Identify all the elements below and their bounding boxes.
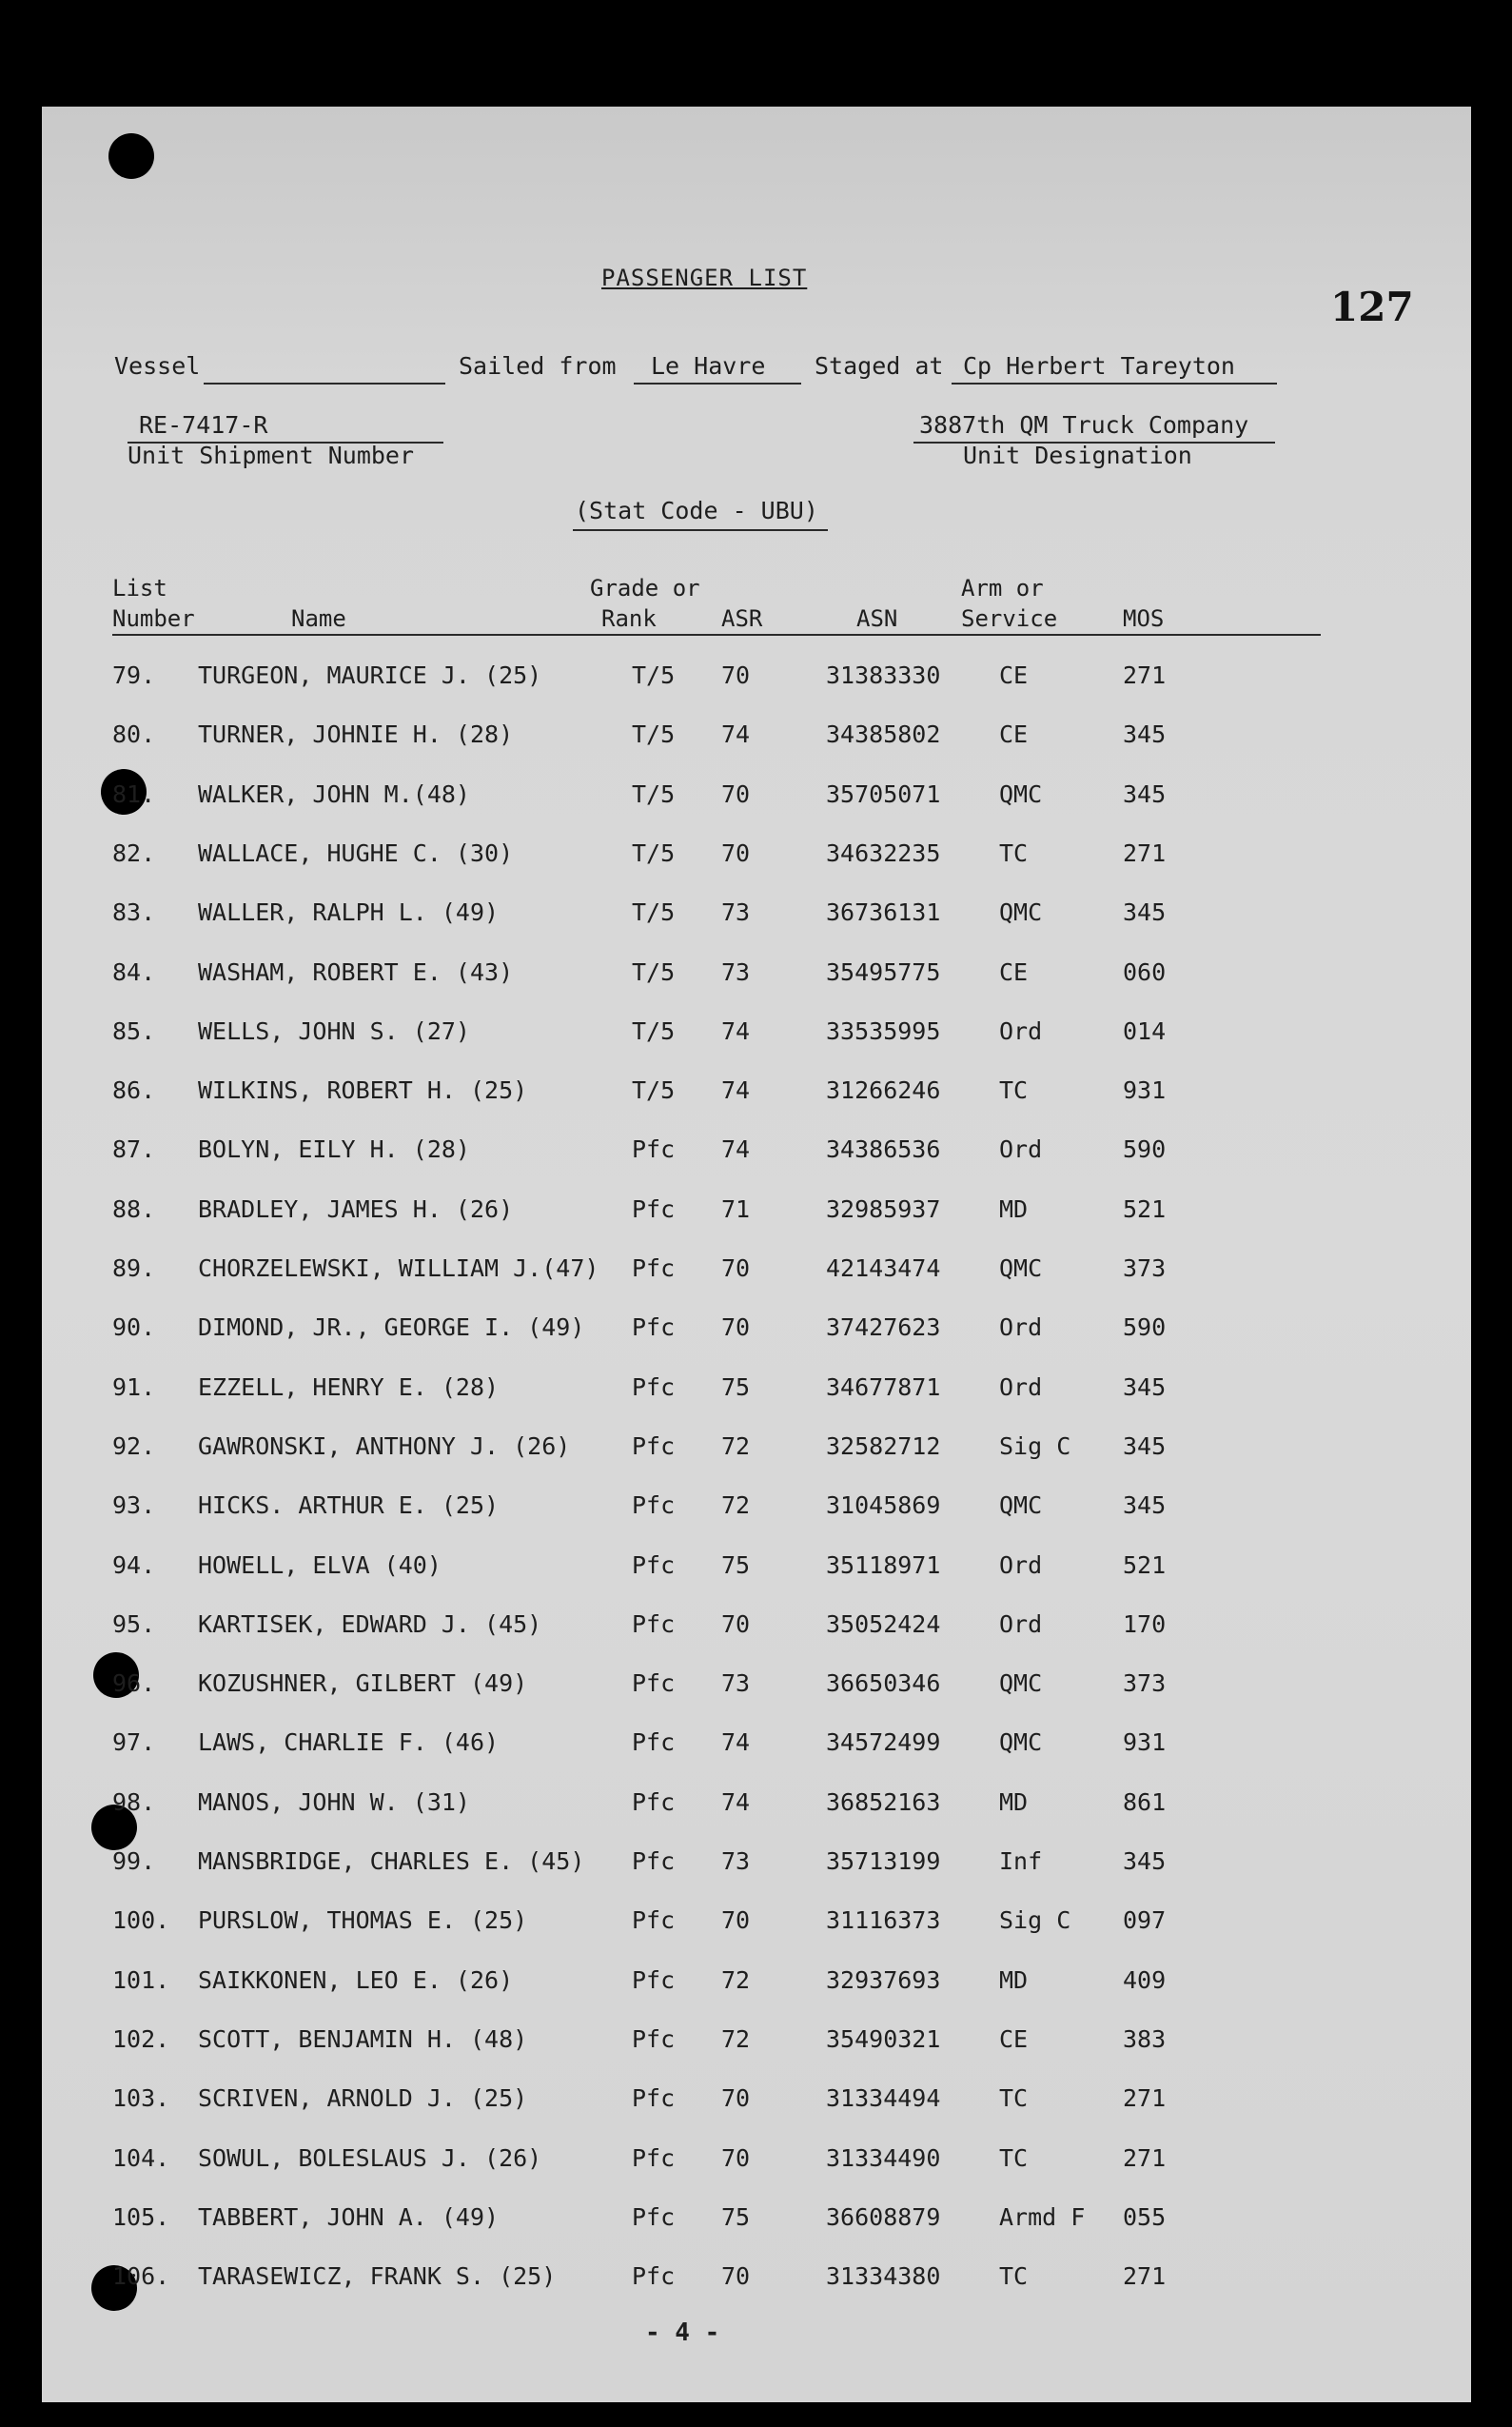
mos-cell: 373	[1123, 1669, 1167, 1698]
list-number-cell: 90.	[112, 1313, 156, 1342]
page-marker: - 4 -	[645, 2318, 720, 2347]
table-row	[0, 1788, 1512, 1826]
passenger-name-cell: WASHAM, ROBERT E. (43)	[198, 957, 514, 986]
asn-cell: 32985937	[826, 1194, 941, 1223]
table-row	[0, 2262, 1512, 2300]
mos-cell: 931	[1123, 1728, 1167, 1757]
mos-cell: 345	[1123, 1372, 1167, 1401]
col-asr: ASR	[721, 605, 763, 632]
sailed-from-label: Sailed from	[459, 352, 617, 380]
grade-cell: T/5	[632, 957, 676, 986]
grade-cell: T/5	[632, 1076, 676, 1105]
table-row	[0, 1076, 1512, 1115]
asr-cell: 72	[721, 1965, 751, 1994]
stat-code: (Stat Code - UBU)	[575, 497, 818, 524]
mos-cell: 170	[1123, 1609, 1167, 1638]
list-number-cell: 85.	[112, 1016, 156, 1045]
unit-designation-value: 3887th QM Truck Company	[919, 411, 1249, 439]
table-row	[0, 1195, 1512, 1233]
arm-service-cell: TC	[999, 839, 1029, 867]
grade-cell: Pfc	[632, 1431, 676, 1460]
arm-service-cell: CE	[999, 661, 1029, 689]
asr-cell: 74	[721, 1728, 751, 1757]
asn-cell: 31116373	[826, 1906, 941, 1935]
mos-cell: 014	[1123, 1016, 1167, 1045]
grade-cell: Pfc	[632, 2084, 676, 2113]
page-number: 127	[1330, 284, 1414, 330]
passenger-name-cell: SCOTT, BENJAMIN H. (48)	[198, 2024, 528, 2053]
mos-cell: 383	[1123, 2024, 1167, 2053]
mos-cell: 345	[1123, 1431, 1167, 1460]
mos-cell: 271	[1123, 661, 1167, 689]
grade-cell: Pfc	[632, 1550, 676, 1579]
list-number-cell: 95.	[112, 1609, 156, 1638]
arm-service-cell: CE	[999, 957, 1029, 986]
list-number-cell: 91.	[112, 1372, 156, 1401]
arm-service-cell: Sig C	[999, 1431, 1071, 1460]
table-row	[0, 1313, 1512, 1352]
asr-cell: 74	[721, 1787, 751, 1816]
table-row	[0, 720, 1512, 759]
asn-cell: 36736131	[826, 898, 941, 927]
mos-cell: 271	[1123, 2143, 1167, 2172]
arm-service-cell: QMC	[999, 1728, 1043, 1757]
list-number-cell: 103.	[112, 2084, 170, 2113]
mos-cell: 055	[1123, 2202, 1167, 2231]
asr-cell: 70	[721, 839, 751, 867]
passenger-name-cell: CHORZELEWSKI, WILLIAM J.(47)	[198, 1254, 599, 1282]
col-mos: MOS	[1123, 605, 1165, 632]
asr-cell: 72	[721, 1431, 751, 1460]
asn-cell: 32582712	[826, 1431, 941, 1460]
asr-cell: 70	[721, 1313, 751, 1342]
arm-service-cell: TC	[999, 2084, 1029, 2113]
col-asn: ASN	[856, 605, 898, 632]
arm-service-cell: Armd F	[999, 2202, 1086, 2231]
list-number-cell: 92.	[112, 1431, 156, 1460]
table-row	[0, 1432, 1512, 1470]
table-row	[0, 2203, 1512, 2241]
mos-cell: 521	[1123, 1194, 1167, 1223]
asn-cell: 36608879	[826, 2202, 941, 2231]
mos-cell: 345	[1123, 1847, 1167, 1875]
list-number-cell: 96.	[112, 1669, 156, 1698]
grade-cell: T/5	[632, 720, 676, 749]
passenger-name-cell: HOWELL, ELVA (40)	[198, 1550, 442, 1579]
passenger-name-cell: KOZUSHNER, GILBERT (49)	[198, 1669, 528, 1698]
table-row	[0, 780, 1512, 819]
table-row	[0, 1966, 1512, 2004]
mos-cell: 060	[1123, 957, 1167, 986]
grade-cell: Pfc	[632, 1906, 676, 1935]
table-row	[0, 1610, 1512, 1648]
table-row	[0, 1906, 1512, 1944]
stat-code-underline	[573, 529, 828, 531]
arm-service-cell: TC	[999, 2262, 1029, 2291]
asn-cell: 34386536	[826, 1135, 941, 1164]
table-row	[0, 958, 1512, 996]
asr-cell: 71	[721, 1194, 751, 1223]
arm-service-cell: Sig C	[999, 1906, 1071, 1935]
arm-service-cell: Ord	[999, 1135, 1043, 1164]
grade-cell: Pfc	[632, 1313, 676, 1342]
header-rule	[112, 634, 1321, 636]
passenger-name-cell: WALKER, JOHN M.(48)	[198, 779, 470, 808]
passenger-name-cell: EZZELL, HENRY E. (28)	[198, 1372, 500, 1401]
mos-cell: 861	[1123, 1787, 1167, 1816]
asn-cell: 35118971	[826, 1550, 941, 1579]
mos-cell: 590	[1123, 1135, 1167, 1164]
staged-at-label: Staged at	[815, 352, 944, 380]
col-arm-line2: Service	[961, 605, 1058, 632]
table-row	[0, 1135, 1512, 1174]
table-row	[0, 2084, 1512, 2122]
list-number-cell: 93.	[112, 1491, 156, 1520]
asn-cell: 35495775	[826, 957, 941, 986]
mos-cell: 345	[1123, 720, 1167, 749]
arm-service-cell: QMC	[999, 1491, 1043, 1520]
arm-service-cell: TC	[999, 1076, 1029, 1105]
staged-at-underline	[952, 383, 1277, 385]
mos-cell: 521	[1123, 1550, 1167, 1579]
asn-cell: 34677871	[826, 1372, 941, 1401]
grade-cell: Pfc	[632, 2202, 676, 2231]
arm-service-cell: QMC	[999, 898, 1043, 927]
asn-cell: 32937693	[826, 1965, 941, 1994]
asr-cell: 70	[721, 779, 751, 808]
list-number-cell: 79.	[112, 661, 156, 689]
arm-service-cell: Ord	[999, 1372, 1043, 1401]
mos-cell: 271	[1123, 2262, 1167, 2291]
col-arm-line1: Arm or	[961, 575, 1044, 602]
passenger-name-cell: PURSLOW, THOMAS E. (25)	[198, 1906, 528, 1935]
table-row	[0, 661, 1512, 700]
list-number-cell: 97.	[112, 1728, 156, 1757]
asn-cell: 36852163	[826, 1787, 941, 1816]
shipment-number-label: Unit Shipment Number	[128, 442, 415, 469]
table-row	[0, 1373, 1512, 1411]
asn-cell: 33535995	[826, 1016, 941, 1045]
grade-cell: T/5	[632, 1016, 676, 1045]
staged-at-value: Cp Herbert Tareyton	[963, 352, 1235, 380]
mos-cell: 931	[1123, 1076, 1167, 1105]
grade-cell: Pfc	[632, 1194, 676, 1223]
list-number-cell: 88.	[112, 1194, 156, 1223]
list-number-cell: 98.	[112, 1787, 156, 1816]
arm-service-cell: Ord	[999, 1313, 1043, 1342]
arm-service-cell: MD	[999, 1787, 1029, 1816]
passenger-name-cell: LAWS, CHARLIE F. (46)	[198, 1728, 500, 1757]
asr-cell: 74	[721, 1016, 751, 1045]
asr-cell: 73	[721, 1669, 751, 1698]
list-number-cell: 80.	[112, 720, 156, 749]
list-number-cell: 104.	[112, 2143, 170, 2172]
arm-service-cell: Inf	[999, 1847, 1043, 1875]
list-number-cell: 81.	[112, 779, 156, 808]
passenger-name-cell: MANSBRIDGE, CHARLES E. (45)	[198, 1847, 585, 1875]
arm-service-cell: TC	[999, 2143, 1029, 2172]
list-number-cell: 83.	[112, 898, 156, 927]
passenger-name-cell: SCRIVEN, ARNOLD J. (25)	[198, 2084, 528, 2113]
passenger-name-cell: DIMOND, JR., GEORGE I. (49)	[198, 1313, 585, 1342]
passenger-name-cell: HICKS. ARTHUR E. (25)	[198, 1491, 500, 1520]
sailed-from-value: Le Havre	[651, 352, 766, 380]
asr-cell: 70	[721, 2262, 751, 2291]
list-number-cell: 102.	[112, 2024, 170, 2053]
grade-cell: Pfc	[632, 1847, 676, 1875]
asn-cell: 31045869	[826, 1491, 941, 1520]
table-row	[0, 839, 1512, 878]
grade-cell: Pfc	[632, 1135, 676, 1164]
col-list-number-line2: Number	[112, 605, 195, 632]
arm-service-cell: QMC	[999, 779, 1043, 808]
mos-cell: 345	[1123, 898, 1167, 927]
col-grade-line2: Rank	[601, 605, 657, 632]
grade-cell: Pfc	[632, 1728, 676, 1757]
list-number-cell: 86.	[112, 1076, 156, 1105]
table-row	[0, 898, 1512, 937]
mos-cell: 271	[1123, 839, 1167, 867]
mos-cell: 271	[1123, 2084, 1167, 2113]
passenger-name-cell: GAWRONSKI, ANTHONY J. (26)	[198, 1431, 571, 1460]
arm-service-cell: Ord	[999, 1609, 1043, 1638]
table-row	[0, 2144, 1512, 2182]
table-row	[0, 2025, 1512, 2063]
list-number-cell: 106.	[112, 2262, 170, 2291]
mos-cell: 373	[1123, 1254, 1167, 1282]
arm-service-cell: MD	[999, 1965, 1029, 1994]
asr-cell: 73	[721, 1847, 751, 1875]
asn-cell: 31334494	[826, 2084, 941, 2113]
list-number-cell: 99.	[112, 1847, 156, 1875]
col-list-number-line1: List	[112, 575, 167, 602]
sailed-from-underline	[634, 383, 801, 385]
asr-cell: 73	[721, 957, 751, 986]
arm-service-cell: Ord	[999, 1550, 1043, 1579]
mos-cell: 097	[1123, 1906, 1167, 1935]
table-row	[0, 1491, 1512, 1529]
asn-cell: 34572499	[826, 1728, 941, 1757]
list-number-cell: 89.	[112, 1254, 156, 1282]
list-number-cell: 105.	[112, 2202, 170, 2231]
passenger-name-cell: BOLYN, EILY H. (28)	[198, 1135, 470, 1164]
arm-service-cell: Ord	[999, 1016, 1043, 1045]
shipment-number-value: RE-7417-R	[139, 411, 268, 439]
asn-cell: 36650346	[826, 1669, 941, 1698]
passenger-name-cell: WILKINS, ROBERT H. (25)	[198, 1076, 528, 1105]
asr-cell: 70	[721, 2084, 751, 2113]
arm-service-cell: QMC	[999, 1669, 1043, 1698]
passenger-name-cell: WELLS, JOHN S. (27)	[198, 1016, 470, 1045]
passenger-name-cell: WALLER, RALPH L. (49)	[198, 898, 500, 927]
passenger-name-cell: BRADLEY, JAMES H. (26)	[198, 1194, 514, 1223]
mos-cell: 345	[1123, 779, 1167, 808]
arm-service-cell: CE	[999, 2024, 1029, 2053]
grade-cell: Pfc	[632, 1669, 676, 1698]
grade-cell: T/5	[632, 661, 676, 689]
asn-cell: 34632235	[826, 839, 941, 867]
asn-cell: 31334490	[826, 2143, 941, 2172]
asn-cell: 34385802	[826, 720, 941, 749]
list-number-cell: 82.	[112, 839, 156, 867]
asr-cell: 72	[721, 1491, 751, 1520]
asr-cell: 75	[721, 2202, 751, 2231]
asn-cell: 35713199	[826, 1847, 941, 1875]
arm-service-cell: CE	[999, 720, 1029, 749]
passenger-name-cell: MANOS, JOHN W. (31)	[198, 1787, 470, 1816]
table-row	[0, 1254, 1512, 1292]
asn-cell: 31334380	[826, 2262, 941, 2291]
asr-cell: 70	[721, 1609, 751, 1638]
asn-cell: 31383330	[826, 661, 941, 689]
asn-cell: 35052424	[826, 1609, 941, 1638]
arm-service-cell: QMC	[999, 1254, 1043, 1282]
asr-cell: 73	[721, 898, 751, 927]
col-grade-line1: Grade or	[590, 575, 700, 602]
mos-cell: 345	[1123, 1491, 1167, 1520]
passenger-name-cell: TURNER, JOHNIE H. (28)	[198, 720, 514, 749]
grade-cell: T/5	[632, 839, 676, 867]
grade-cell: T/5	[632, 898, 676, 927]
passenger-name-cell: SAIKKONEN, LEO E. (26)	[198, 1965, 514, 1994]
unit-designation-label: Unit Designation	[963, 442, 1192, 469]
table-row	[0, 1728, 1512, 1766]
passenger-name-cell: WALLACE, HUGHE C. (30)	[198, 839, 514, 867]
asr-cell: 70	[721, 1906, 751, 1935]
passenger-name-cell: TURGEON, MAURICE J. (25)	[198, 661, 542, 689]
mos-cell: 409	[1123, 1965, 1167, 1994]
asn-cell: 42143474	[826, 1254, 941, 1282]
list-number-cell: 87.	[112, 1135, 156, 1164]
asn-cell: 35705071	[826, 779, 941, 808]
passenger-name-cell: KARTISEK, EDWARD J. (45)	[198, 1609, 542, 1638]
asr-cell: 75	[721, 1372, 751, 1401]
asn-cell: 35490321	[826, 2024, 941, 2053]
vessel-label: Vessel	[114, 352, 201, 380]
grade-cell: Pfc	[632, 1254, 676, 1282]
grade-cell: Pfc	[632, 2024, 676, 2053]
arm-service-cell: MD	[999, 1194, 1029, 1223]
list-number-cell: 101.	[112, 1965, 170, 1994]
asr-cell: 70	[721, 2143, 751, 2172]
asr-cell: 72	[721, 2024, 751, 2053]
punch-hole	[108, 133, 154, 179]
grade-cell: Pfc	[632, 2143, 676, 2172]
passenger-name-cell: TABBERT, JOHN A. (49)	[198, 2202, 500, 2231]
list-number-cell: 94.	[112, 1550, 156, 1579]
asr-cell: 70	[721, 1254, 751, 1282]
list-number-cell: 84.	[112, 957, 156, 986]
asr-cell: 74	[721, 1076, 751, 1105]
grade-cell: Pfc	[632, 1609, 676, 1638]
grade-cell: Pfc	[632, 2262, 676, 2291]
passenger-name-cell: TARASEWICZ, FRANK S. (25)	[198, 2262, 557, 2291]
grade-cell: Pfc	[632, 1491, 676, 1520]
grade-cell: Pfc	[632, 1965, 676, 1994]
table-row	[0, 1847, 1512, 1885]
document-title: PASSENGER LIST	[601, 265, 808, 291]
grade-cell: Pfc	[632, 1787, 676, 1816]
vessel-underline	[204, 383, 445, 385]
grade-cell: T/5	[632, 779, 676, 808]
grade-cell: Pfc	[632, 1372, 676, 1401]
passenger-name-cell: SOWUL, BOLESLAUS J. (26)	[198, 2143, 542, 2172]
mos-cell: 590	[1123, 1313, 1167, 1342]
table-row	[0, 1669, 1512, 1707]
table-row	[0, 1551, 1512, 1589]
asr-cell: 75	[721, 1550, 751, 1579]
asr-cell: 74	[721, 1135, 751, 1164]
asn-cell: 37427623	[826, 1313, 941, 1342]
col-name: Name	[291, 605, 346, 632]
asn-cell: 31266246	[826, 1076, 941, 1105]
table-row	[0, 1017, 1512, 1056]
asr-cell: 74	[721, 720, 751, 749]
list-number-cell: 100.	[112, 1906, 170, 1935]
asr-cell: 70	[721, 661, 751, 689]
